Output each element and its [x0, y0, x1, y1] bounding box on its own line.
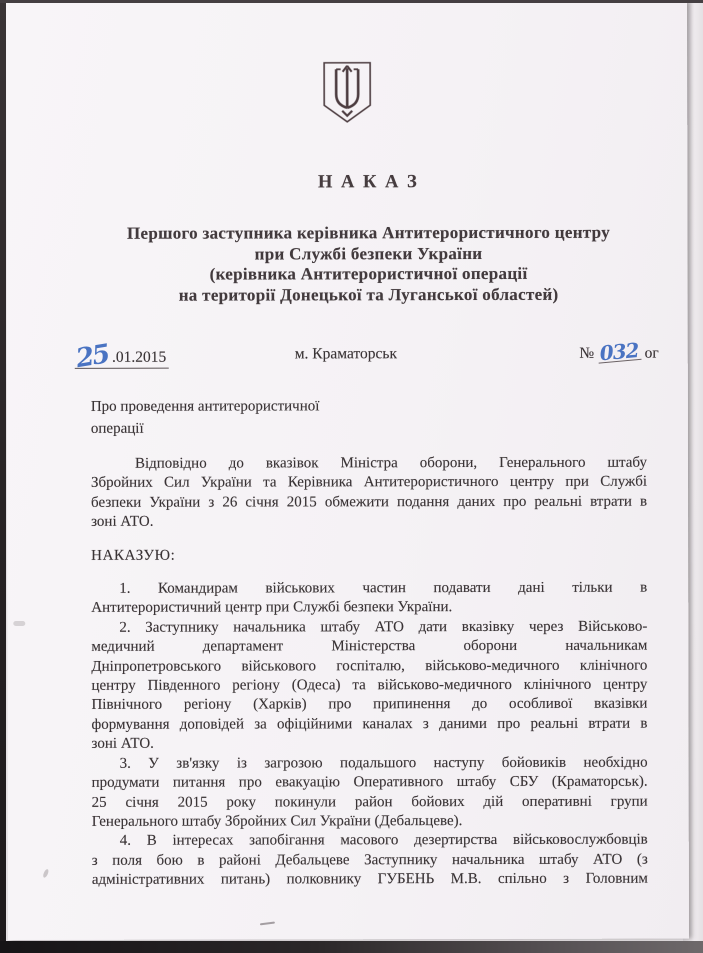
text-line: з поля бою в районі Дебальцеве Заступнику начальника штабу АТО (з	[91, 851, 648, 869]
scanner-edge-left	[0, 0, 6, 953]
subject-lines	[91, 396, 647, 440]
text-line: Генерального штабу Збройних Сил України (Дебальцеве).	[91, 812, 463, 830]
place-label: м. Краматорськ	[294, 345, 398, 363]
text-line: 1. Командирам військових частин подавати дані тільки в	[119, 579, 648, 597]
number-sign: №	[579, 344, 595, 362]
ukraine-trident-emblem	[321, 60, 373, 129]
number-suffix: ог	[644, 344, 659, 362]
text-line: 2. Заступнику начальника штабу АТО дати вказівку через Військово-	[119, 618, 648, 636]
date-field	[73, 339, 169, 375]
scan-artifact	[13, 621, 25, 626]
text-line: Про проведення антитерористичної	[90, 398, 320, 415]
text-line: 25 січня 2015 року покинули район бойових дій оперативні групи	[91, 793, 648, 811]
document-heading	[90, 223, 646, 307]
scan-artifact	[42, 868, 49, 878]
order-item	[91, 579, 647, 619]
scan-artifact	[260, 922, 275, 926]
order-item	[92, 831, 648, 890]
scanner-edge-bottom	[0, 941, 703, 953]
paper-sheet	[6, 2, 689, 940]
text-line: (керівника Антитерористичної операції	[209, 264, 528, 284]
handwritten-number: 032	[599, 338, 640, 366]
page-title: Н А К А З	[317, 172, 419, 193]
text-line: зоні АТО.	[91, 735, 154, 753]
order-item	[91, 618, 647, 755]
text-line: Північного регіону (Харків) про припинення до особливої вказівки	[91, 696, 648, 714]
text-line: Дніпропетровського військового госпіталю, військово-медичного клінічного	[91, 657, 648, 675]
text-line: Збройних Сил України та Керівника Антитерористичного центру при Службі	[90, 474, 648, 492]
text-line: при Службі безпеки України	[254, 243, 483, 264]
dateline	[73, 338, 659, 375]
scanner-edge-top	[0, 0, 703, 3]
text-line: безпеки України з 26 січня 2015 обмежити подання даних про реальні втрати в	[91, 493, 648, 511]
text-line: адміністративних питань) полковнику ГУБЕНЬ М.В. спільно з Головним	[91, 870, 648, 888]
text-line: на території Донецької та Луганської областей)	[178, 284, 559, 305]
intro-paragraph	[91, 454, 647, 533]
handwritten-day: 25	[73, 339, 111, 375]
text-line: продумати питання про евакуацію Оперативного штабу СБУ (Краматорськ).	[91, 773, 648, 791]
text-line: операції	[90, 420, 144, 437]
order-item	[92, 753, 648, 832]
text-line: зоні АТО.	[91, 513, 154, 531]
text-line: Антитерористичний центр при Службі безпеки України.	[91, 599, 453, 617]
text-line: 4. В інтересах запобігання масового дезертирства військовослужбовців	[119, 831, 648, 850]
body-flow	[91, 396, 648, 891]
order-word: НАКАЗУЮ:	[91, 547, 176, 564]
date-underline-group	[73, 339, 169, 375]
text-line: Першого заступника керівника Антитерористичного центру	[126, 222, 611, 243]
text-line: центру Південного регіону (Одеса) та військово-медичного клінічного центру	[91, 676, 648, 694]
text-line: формування доповідей за офіційними каналах з даними про реальні втрати в	[91, 715, 648, 733]
text-line: 3. У зв'язку із загрозою подальшого наступу бойовиків необхідно	[119, 754, 648, 772]
text-line: Відповідно до вказівок Міністра оборони, Генерального штабу	[134, 454, 647, 472]
order-number-field	[579, 338, 659, 366]
typed-date: .01.2015	[111, 348, 167, 366]
order-items	[91, 579, 648, 891]
text-line: медичний департамент Міністерства оборони начальникам	[91, 637, 648, 656]
